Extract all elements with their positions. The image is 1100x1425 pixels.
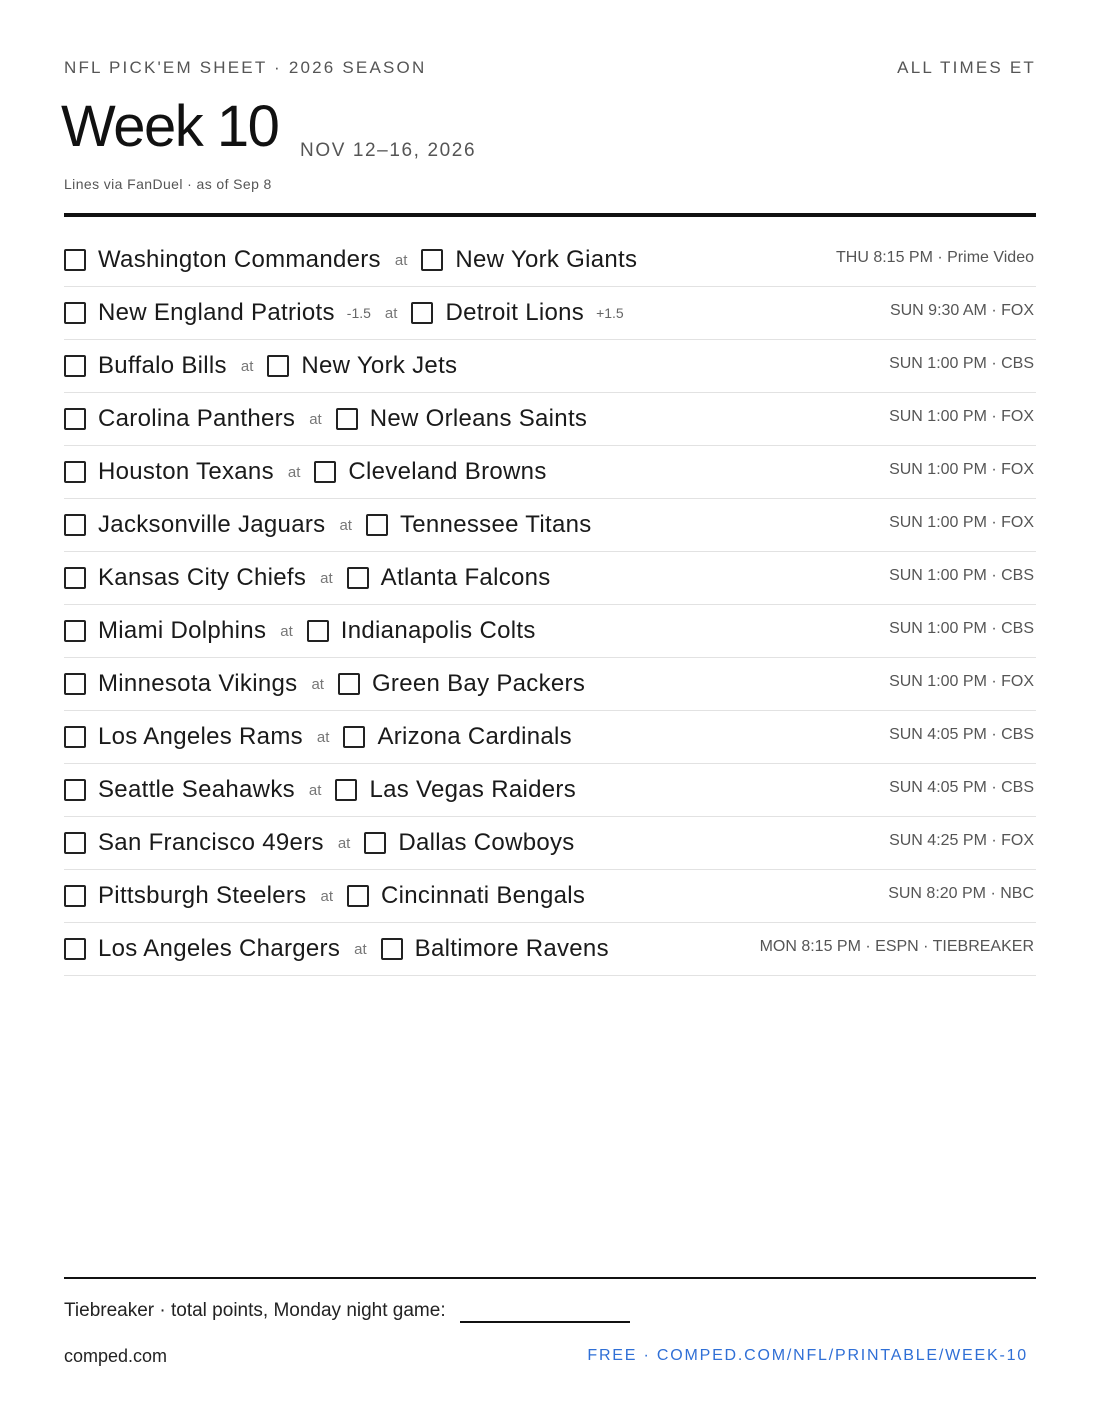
sheet-kicker: NFL PICK'EM SHEET · 2026 SEASON <box>64 58 427 77</box>
away-pick-checkbox[interactable] <box>64 938 86 960</box>
printable-link[interactable]: FREE · COMPED.COM/NFL/PRINTABLE/WEEK-10 <box>587 1347 1028 1364</box>
times-note: ALL TIMES ET <box>897 58 1036 77</box>
footer-divider <box>64 1277 1036 1279</box>
tiebreaker-label: Tiebreaker · total points, Monday night game: <box>64 1300 446 1321</box>
at-separator: at <box>309 410 322 428</box>
away-pick-checkbox[interactable] <box>64 620 86 642</box>
home-team: Green Bay Packers <box>371 670 586 697</box>
at-separator: at <box>394 251 408 269</box>
away-spread: -1.5 <box>346 305 371 321</box>
kickoff-and-network: SUN 1:00 PM · CBS <box>889 620 1034 637</box>
away-pick-checkbox[interactable] <box>64 726 86 748</box>
home-spread: +1.5 <box>596 305 624 321</box>
matchup <box>64 829 575 857</box>
home-pick-checkbox[interactable] <box>347 885 369 907</box>
matchup <box>64 882 585 910</box>
away-pick-checkbox[interactable] <box>64 408 86 430</box>
home-pick-checkbox[interactable] <box>421 249 443 271</box>
away-team: New England Patriots <box>98 299 335 326</box>
at-separator: at <box>280 622 293 640</box>
at-separator: at <box>287 463 301 481</box>
home-team: New York Giants <box>455 246 638 273</box>
home-team: Las Vegas Raiders <box>369 776 576 803</box>
game-row <box>64 287 1036 340</box>
home-pick-checkbox[interactable] <box>267 355 289 377</box>
away-pick-checkbox[interactable] <box>64 779 86 801</box>
pickem-sheet <box>61 0 1036 1425</box>
games-list <box>64 234 1036 976</box>
away-team: Houston Texans <box>98 458 274 485</box>
home-pick-checkbox[interactable] <box>335 779 357 801</box>
at-separator: at <box>316 728 330 746</box>
at-separator: at <box>354 940 367 958</box>
game-row <box>64 340 1036 393</box>
home-team: Atlanta Falcons <box>380 564 551 591</box>
at-separator: at <box>320 887 333 905</box>
home-team: Indianapolis Colts <box>340 617 536 644</box>
kickoff-and-network: SUN 1:00 PM · CBS <box>889 355 1034 372</box>
tiebreaker-answer-line[interactable] <box>460 1321 630 1323</box>
matchup <box>64 299 624 327</box>
game-row <box>64 870 1036 923</box>
at-separator: at <box>339 516 352 534</box>
site-name: comped.com <box>64 1346 168 1366</box>
matchup <box>64 246 637 274</box>
tiebreaker-row <box>64 1300 630 1322</box>
away-team: Buffalo Bills <box>98 352 227 379</box>
kickoff-and-network: THU 8:15 PM · Prime Video <box>836 249 1034 266</box>
away-team: Washington Commanders <box>98 246 381 273</box>
away-team: Los Angeles Rams <box>98 723 303 750</box>
home-pick-checkbox[interactable] <box>343 726 365 748</box>
kickoff-and-network: SUN 1:00 PM · CBS <box>889 567 1034 584</box>
away-team: Los Angeles Chargers <box>98 935 341 962</box>
home-team: Baltimore Ravens <box>414 935 609 962</box>
away-pick-checkbox[interactable] <box>64 885 86 907</box>
kickoff-and-network: SUN 4:05 PM · CBS <box>889 779 1034 796</box>
kickoff-and-network: SUN 1:00 PM · FOX <box>889 514 1034 531</box>
kickoff-and-network: SUN 4:25 PM · FOX <box>889 832 1034 849</box>
home-pick-checkbox[interactable] <box>411 302 433 324</box>
matchup <box>64 511 592 539</box>
home-team: New Orleans Saints <box>369 405 588 432</box>
away-pick-checkbox[interactable] <box>64 461 86 483</box>
kickoff-and-network: SUN 1:00 PM · FOX <box>889 408 1034 425</box>
game-row <box>64 923 1036 976</box>
header-top-row <box>64 58 1036 78</box>
home-pick-checkbox[interactable] <box>338 673 360 695</box>
away-team: San Francisco 49ers <box>98 829 324 856</box>
at-separator: at <box>320 569 333 587</box>
home-pick-checkbox[interactable] <box>336 408 358 430</box>
away-team: Pittsburgh Steelers <box>98 882 307 909</box>
home-team: Dallas Cowboys <box>398 829 575 856</box>
away-team: Carolina Panthers <box>98 405 296 432</box>
away-pick-checkbox[interactable] <box>64 567 86 589</box>
at-separator: at <box>337 834 351 852</box>
at-separator: at <box>311 675 324 693</box>
game-row <box>64 234 1036 287</box>
home-pick-checkbox[interactable] <box>366 514 388 536</box>
matchup <box>64 617 536 645</box>
home-pick-checkbox[interactable] <box>314 461 336 483</box>
game-row <box>64 446 1036 499</box>
at-separator: at <box>384 304 398 322</box>
kickoff-and-network: SUN 4:05 PM · CBS <box>889 726 1034 743</box>
away-team: Miami Dolphins <box>98 617 267 644</box>
matchup <box>64 564 551 592</box>
at-separator: at <box>308 781 322 799</box>
lines-note: Lines via FanDuel · as of Sep 8 <box>64 176 272 192</box>
home-pick-checkbox[interactable] <box>364 832 386 854</box>
home-team: Tennessee Titans <box>399 511 592 538</box>
game-row <box>64 817 1036 870</box>
kickoff-and-network: MON 8:15 PM · ESPN · TIEBREAKER <box>759 938 1034 955</box>
game-row <box>64 499 1036 552</box>
away-pick-checkbox[interactable] <box>64 355 86 377</box>
away-team: Jacksonville Jaguars <box>98 511 326 538</box>
home-team: Cleveland Browns <box>348 458 547 485</box>
matchup <box>64 458 547 486</box>
game-row <box>64 605 1036 658</box>
at-separator: at <box>240 357 254 375</box>
matchup <box>64 405 587 433</box>
matchup <box>64 352 457 380</box>
away-pick-checkbox[interactable] <box>64 673 86 695</box>
date-range: NOV 12–16, 2026 <box>300 140 477 161</box>
game-row <box>64 393 1036 446</box>
game-row <box>64 764 1036 817</box>
away-pick-checkbox[interactable] <box>64 514 86 536</box>
away-team: Minnesota Vikings <box>98 670 298 697</box>
kickoff-and-network: SUN 1:00 PM · FOX <box>889 673 1034 690</box>
game-row <box>64 711 1036 764</box>
page-title: Week 10 <box>61 94 279 159</box>
game-row <box>64 552 1036 605</box>
matchup <box>64 670 585 698</box>
away-pick-checkbox[interactable] <box>64 302 86 324</box>
home-team: Cincinnati Bengals <box>381 882 586 909</box>
matchup <box>64 723 572 751</box>
home-pick-checkbox[interactable] <box>347 567 369 589</box>
matchup <box>64 776 576 804</box>
home-pick-checkbox[interactable] <box>307 620 329 642</box>
away-team: Kansas City Chiefs <box>98 564 307 591</box>
kickoff-and-network: SUN 8:20 PM · NBC <box>888 885 1034 902</box>
home-team: Arizona Cardinals <box>377 723 572 750</box>
away-team: Seattle Seahawks <box>98 776 295 803</box>
matchup <box>64 935 609 963</box>
header-divider <box>64 213 1036 217</box>
home-team: New York Jets <box>301 352 458 379</box>
away-pick-checkbox[interactable] <box>64 832 86 854</box>
home-pick-checkbox[interactable] <box>381 938 403 960</box>
away-pick-checkbox[interactable] <box>64 249 86 271</box>
home-team: Detroit Lions <box>445 299 585 326</box>
kickoff-and-network: SUN 9:30 AM · FOX <box>889 302 1034 319</box>
game-row <box>64 658 1036 711</box>
kickoff-and-network: SUN 1:00 PM · FOX <box>889 461 1034 478</box>
